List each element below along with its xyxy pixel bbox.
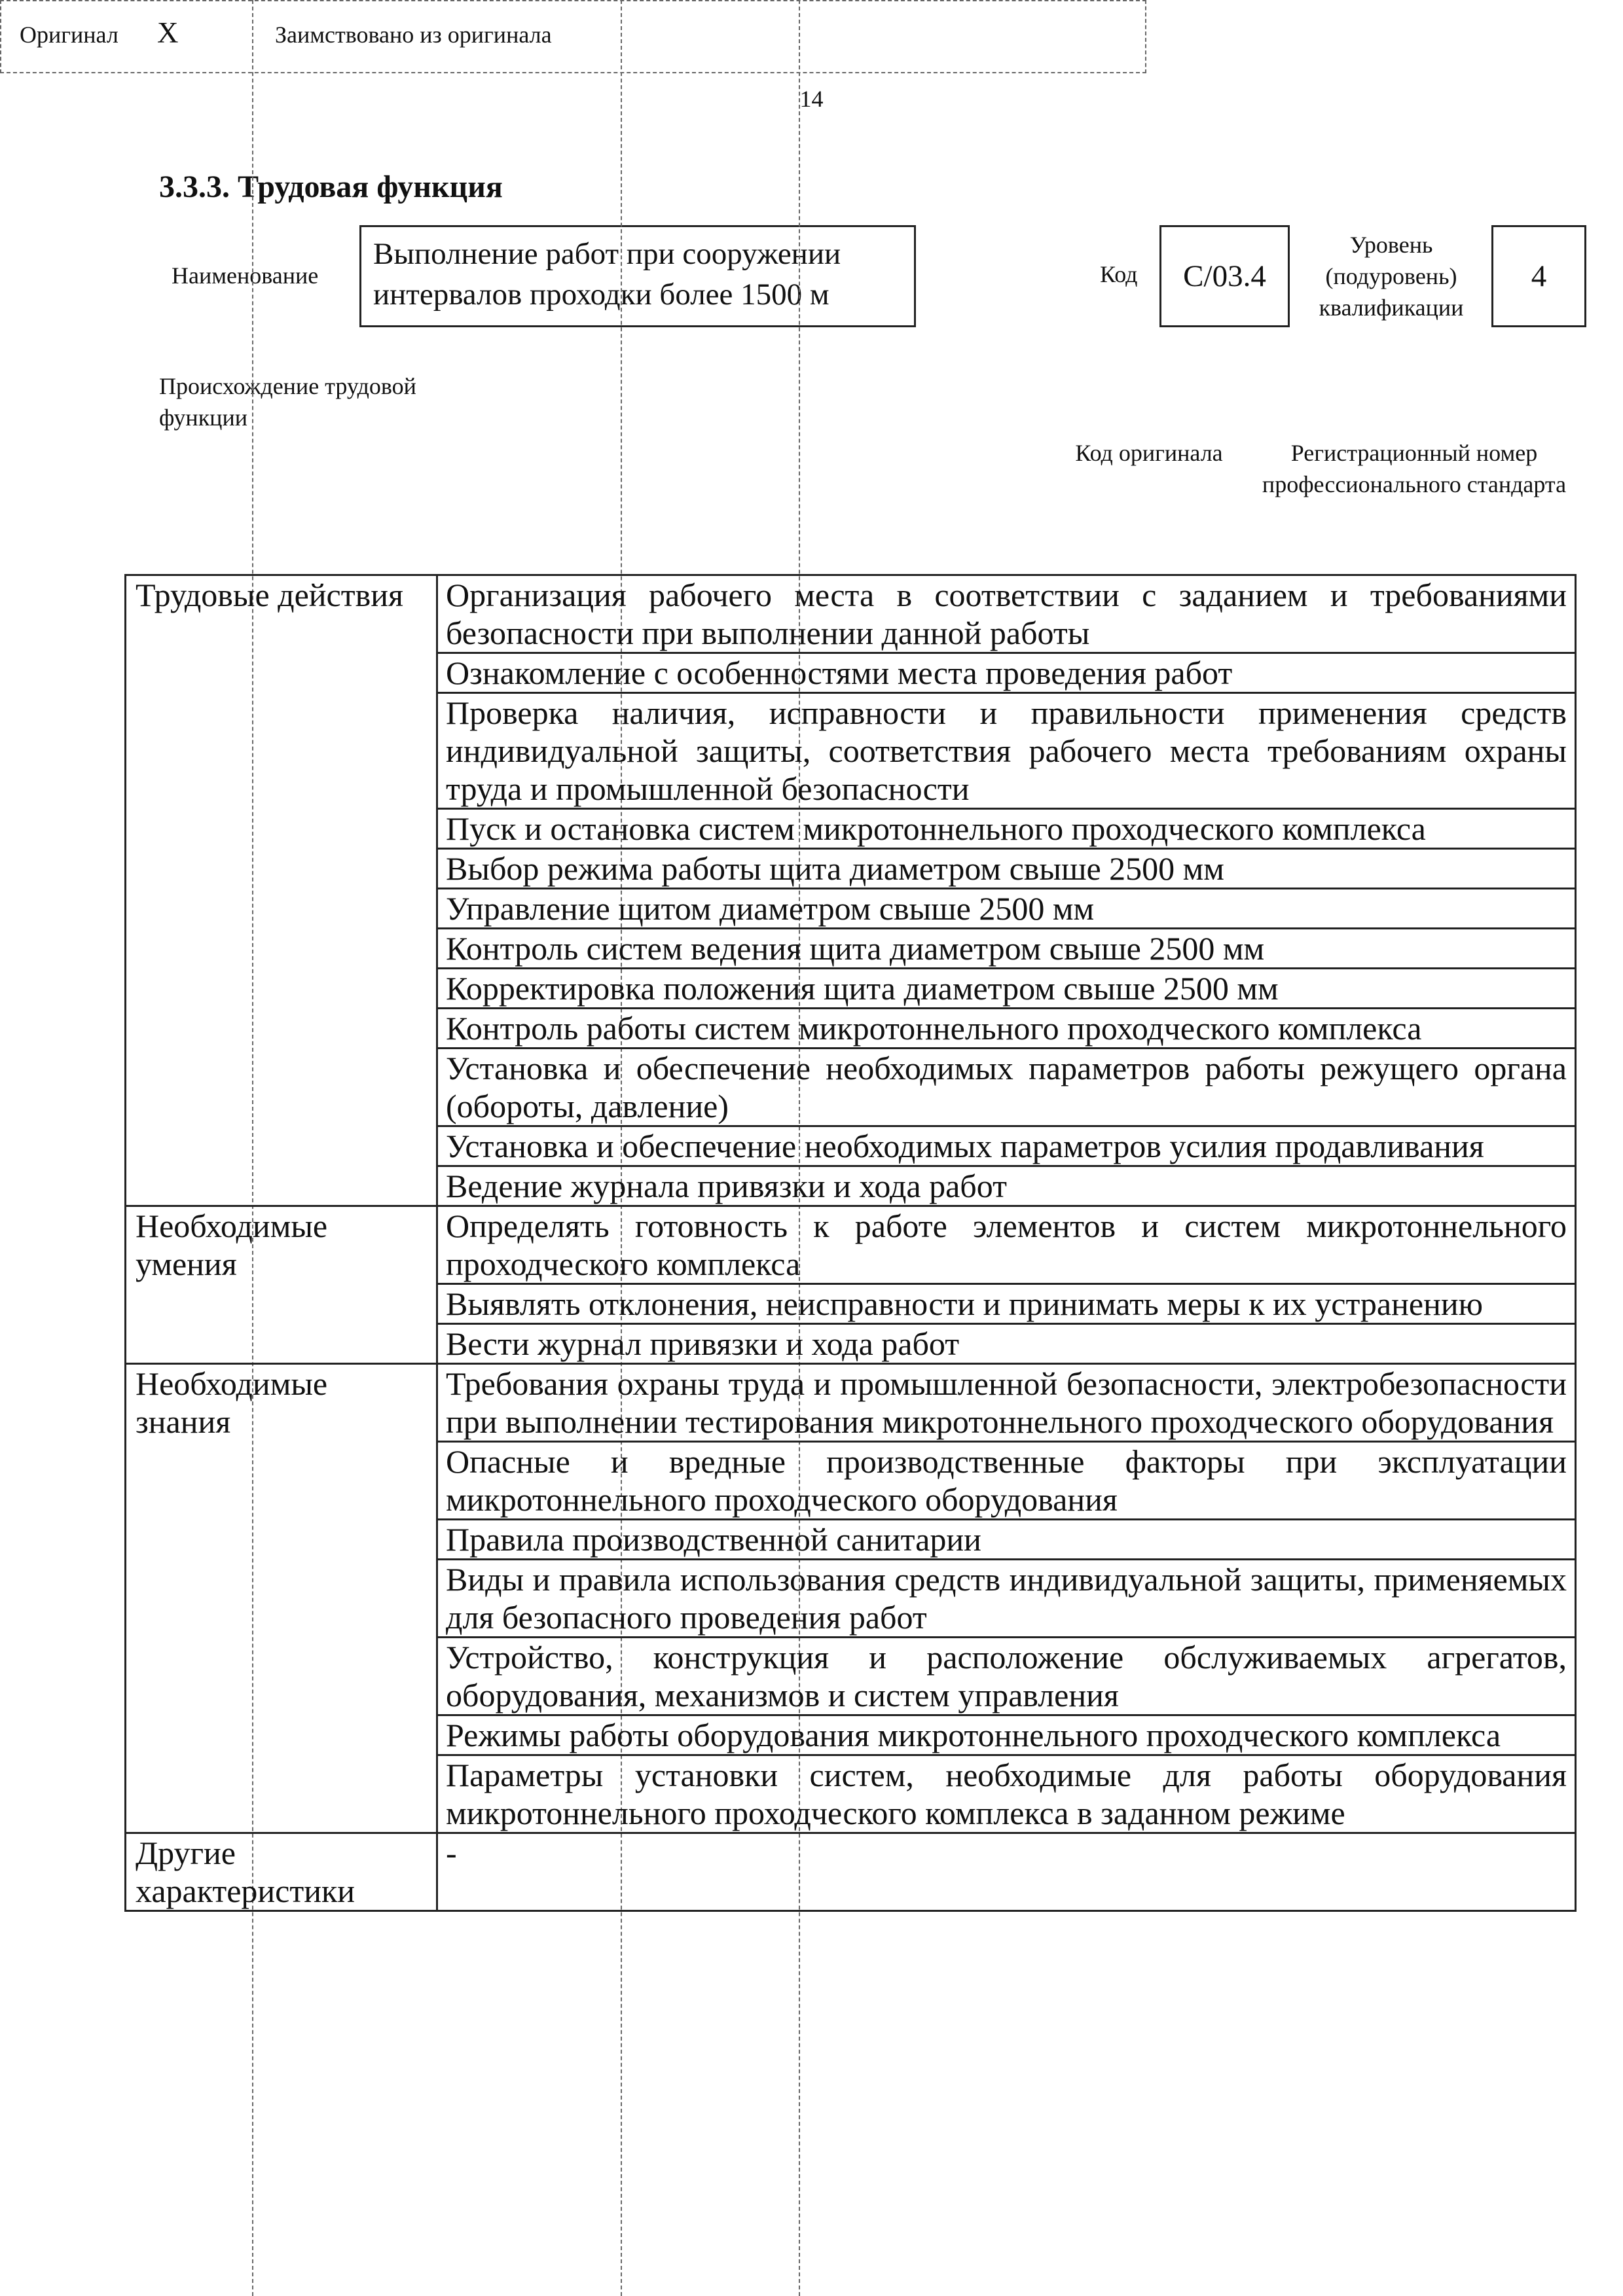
table-cell: Параметры установки систем, необходимые для работы оборудования микротоннельного проходческого комплекса в заданном режиме	[437, 1755, 1576, 1833]
group-label: Необходимые знания	[126, 1364, 437, 1833]
table-cell: Пуск и остановка систем микротоннельного проходческого комплекса	[437, 809, 1576, 849]
original-label: Оригинал	[20, 22, 119, 48]
table-cell: Определять готовность к работе элементов и систем микротоннельного проходческого комплекса	[437, 1206, 1576, 1284]
table-cell: Режимы работы оборудования микротоннельного проходческого комплекса	[437, 1715, 1576, 1755]
page-number: 14	[799, 86, 824, 112]
name-value: Выполнение работ при сооружении интервалов проходки более 1500 м	[373, 237, 841, 312]
group-label: Другие характеристики	[126, 1833, 437, 1911]
level-value-box	[1491, 225, 1586, 327]
table-cell: Виды и правила использования средств индивидуальной защиты, применяемых для безопасного проведения работ	[437, 1560, 1576, 1638]
table-cell: Ведение журнала привязки и хода работ	[437, 1166, 1576, 1206]
table-cell: Требования охраны труда и промышленной безопасности, электробезопасности при выполнении тестирования микротоннельного проходческого оборудования	[437, 1364, 1576, 1442]
table-cell: -	[437, 1833, 1576, 1911]
name-label: Наименование	[172, 262, 319, 289]
table-cell: Установка и обеспечение необходимых параметров работы режущего органа (обороты, давление)	[437, 1049, 1576, 1126]
origin-label: Происхождение трудовой функции	[159, 373, 416, 431]
labor-function-table	[124, 574, 1577, 1912]
code-label: Код	[1100, 261, 1138, 287]
level-value: 4	[1531, 259, 1547, 293]
table-cell: Проверка наличия, исправности и правильности применения средств индивидуальной защиты, соответствия рабочего места требованиям охраны труда и промышленной безопасности	[437, 693, 1576, 809]
borrowed-label: Заимствовано из оригинала	[275, 22, 552, 48]
table-cell: Контроль систем ведения щита диаметром свыше 2500 мм	[437, 929, 1576, 969]
table-cell: Вести журнал привязки и хода работ	[437, 1324, 1576, 1364]
table-cell: Ознакомление с особенностями места проведения работ	[437, 653, 1576, 693]
reg-number-caption: Регистрационный номер профессионального стандарта	[1262, 440, 1567, 497]
table-cell: Устройство, конструкция и расположение обслуживаемых агрегатов, оборудования, механизмов и систем управления	[437, 1638, 1576, 1715]
table-cell: Корректировка положения щита диаметром свыше 2500 мм	[437, 969, 1576, 1009]
table-cell: Выявлять отклонения, неисправности и принимать меры к их устранению	[437, 1284, 1576, 1324]
table-cell: Контроль работы систем микротоннельного проходческого комплекса	[437, 1009, 1576, 1049]
original-mark: X	[157, 16, 179, 49]
table-row	[126, 1364, 1576, 1442]
code-value: C/03.4	[1183, 259, 1266, 293]
table-cell: Правила производственной санитарии	[437, 1520, 1576, 1560]
code-original-caption: Код оригинала	[1075, 440, 1223, 466]
group-label: Трудовые действия	[126, 575, 437, 1206]
table-row	[126, 1833, 1576, 1911]
table-row	[126, 1206, 1576, 1284]
level-label: Уровень (подуровень) квалификации	[1319, 232, 1464, 321]
table-cell: Выбор режима работы щита диаметром свыше 2500 мм	[437, 849, 1576, 889]
origin-box	[0, 0, 1146, 73]
table-cell: Организация рабочего места в соответствии с заданием и требованиями безопасности при выполнении данной работы	[437, 575, 1576, 653]
table-cell: Управление щитом диаметром свыше 2500 мм	[437, 889, 1576, 929]
name-value-box	[359, 225, 916, 327]
table-cell: Опасные и вредные производственные факторы при эксплуатации микротоннельного проходческого оборудования	[437, 1442, 1576, 1520]
table-cell: Установка и обеспечение необходимых параметров усилия продавливания	[437, 1126, 1576, 1166]
table-row	[126, 575, 1576, 653]
code-value-box	[1159, 225, 1290, 327]
group-label: Необходимые умения	[126, 1206, 437, 1364]
section-title: 3.3.3. Трудовая функция	[159, 170, 503, 204]
